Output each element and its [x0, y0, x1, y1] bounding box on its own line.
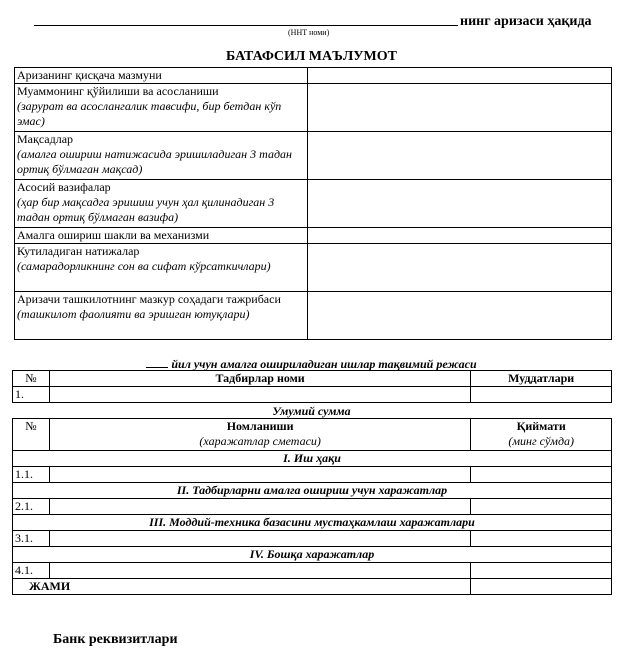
row-number: 1.1. — [13, 467, 50, 483]
budget-row — [13, 499, 612, 515]
info-row — [15, 244, 612, 292]
section-title: IV. Бошқа харажатлар — [13, 547, 612, 563]
item-name-cell[interactable] — [49, 499, 470, 515]
total-label: ЖАМИ — [13, 579, 471, 595]
col-name-header: Номланиши — [226, 419, 294, 433]
col-name-note: (харажатлар сметаси) — [199, 434, 321, 448]
info-label: Кутиладиган натижалар — [17, 244, 140, 258]
budget-section-row — [13, 547, 612, 563]
budget-row — [13, 467, 612, 483]
info-label: Муаммонинг қўйилиши ва асосланиши — [17, 84, 219, 98]
info-row — [15, 228, 612, 244]
budget-section-row — [13, 483, 612, 499]
budget-section-row — [13, 515, 612, 531]
budget-row — [13, 531, 612, 547]
item-name-cell[interactable] — [49, 467, 470, 483]
budget-row — [13, 563, 612, 579]
info-table — [14, 67, 612, 340]
info-value-cell[interactable] — [308, 132, 612, 180]
info-row — [15, 292, 612, 340]
row-number: 3.1. — [13, 531, 50, 547]
ngo-name-line[interactable] — [34, 25, 458, 26]
info-value-cell[interactable] — [308, 292, 612, 340]
info-value-cell[interactable] — [308, 228, 612, 244]
col-value-header: Қиймати — [516, 419, 566, 433]
budget-title: Умумий сумма — [272, 404, 351, 418]
total-value-cell[interactable] — [471, 579, 612, 595]
col-term-header: Муддатлари — [471, 371, 612, 387]
schedule-title: йил учун амалга ошириладиган ишлар тақвимий режаси — [0, 357, 623, 372]
info-label: Мақсадлар — [17, 132, 74, 146]
budget-section-row — [13, 451, 612, 467]
event-term-cell[interactable] — [471, 387, 612, 403]
info-row — [15, 68, 612, 84]
info-note: (зарурат ва асослангалик тавсифи, бир бетдан кўп эмас) — [17, 99, 282, 128]
section-title: I. Иш ҳақи — [13, 451, 612, 467]
col-name-header: Тадбирлар номи — [49, 371, 470, 387]
row-number: 1. — [13, 387, 50, 403]
section-title: II. Тадбирларни амалга ошириш учун харажатлар — [13, 483, 612, 499]
schedule-table — [12, 370, 612, 403]
page-title: БАТАФСИЛ МАЪЛУМОТ — [226, 49, 397, 64]
info-label: Аризачи ташкилотнинг мазкур соҳадаги тажрибаси — [17, 292, 281, 306]
budget-table — [12, 418, 612, 595]
info-label: Амалга ошириш шакли ва механизми — [17, 228, 210, 242]
info-value-cell[interactable] — [308, 68, 612, 84]
info-value-cell[interactable] — [308, 244, 612, 292]
col-num-header: № — [13, 419, 50, 451]
item-value-cell[interactable] — [471, 563, 612, 579]
info-note: (амалга ошириш натижасида эришиладиган 3 тадан ортиқ бўлмаган мақсад) — [17, 147, 292, 176]
bank-details-label: Банк реквизитлари — [53, 632, 178, 647]
col-num-header: № — [13, 371, 50, 387]
info-value-cell[interactable] — [308, 84, 612, 132]
item-value-cell[interactable] — [471, 531, 612, 547]
item-name-cell[interactable] — [49, 531, 470, 547]
section-title: III. Моддий-техника базасини мустаҳкамлаш харажатлари — [13, 515, 612, 531]
year-blank[interactable] — [146, 367, 168, 368]
item-value-cell[interactable] — [471, 467, 612, 483]
info-row — [15, 132, 612, 180]
col-value-note: (минг сўмда) — [508, 434, 575, 448]
header-suffix: нинг аризаси ҳақида — [460, 14, 592, 29]
info-note: (самарадорликнинг сон ва сифат кўрсаткичлари) — [17, 259, 271, 273]
item-value-cell[interactable] — [471, 499, 612, 515]
item-name-cell[interactable] — [49, 563, 470, 579]
info-label: Асосий вазифалар — [17, 180, 111, 194]
row-number: 4.1. — [13, 563, 50, 579]
info-label: Аризанинг қисқача мазмуни — [17, 68, 162, 82]
budget-total-row — [13, 579, 612, 595]
event-name-cell[interactable] — [49, 387, 470, 403]
row-number: 2.1. — [13, 499, 50, 515]
info-row — [15, 180, 612, 228]
info-note: (ҳар бир мақсадга эришиш учун ҳал қилинадиган 3 тадан ортиқ бўлмаган вазифа) — [17, 195, 275, 224]
schedule-header-row — [13, 371, 612, 387]
schedule-row — [13, 387, 612, 403]
info-note: (ташкилот фаолияти ва эришган ютуқлари) — [17, 307, 250, 321]
header-sublabel: (ННТ номи) — [288, 28, 330, 37]
info-value-cell[interactable] — [308, 180, 612, 228]
budget-header-row — [13, 419, 612, 451]
info-row — [15, 84, 612, 132]
